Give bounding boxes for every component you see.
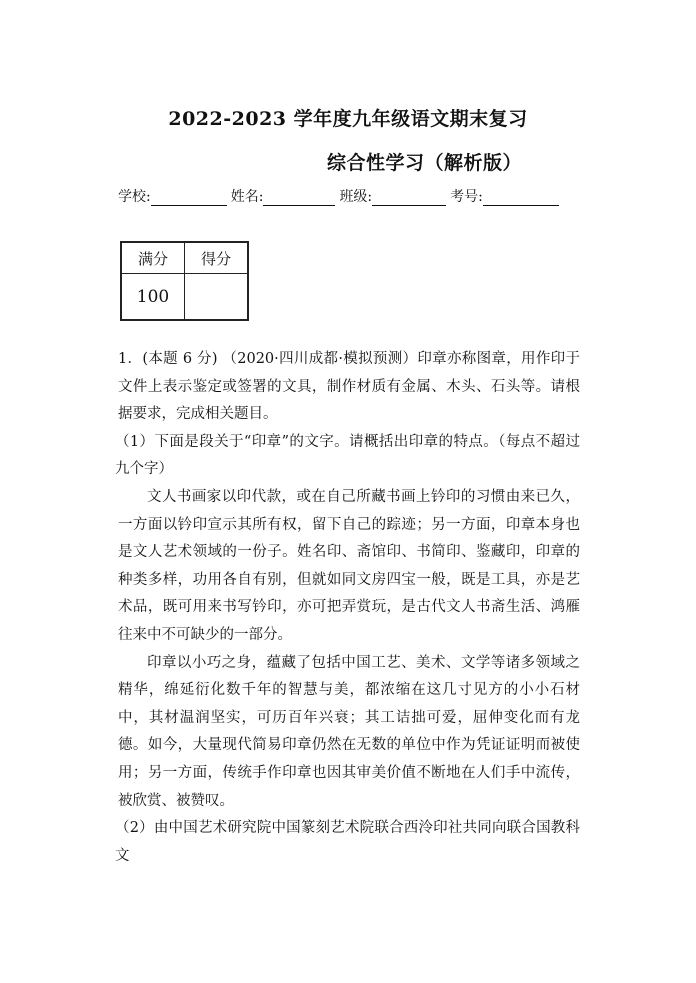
name-blank xyxy=(263,191,335,206)
class-blank xyxy=(372,191,446,206)
question-body xyxy=(115,346,580,870)
document-title: 2022-2023 学年度九年级语文期末复习 xyxy=(168,108,528,130)
full-score-value: 100 xyxy=(121,274,185,321)
exam-number-label: 考号: xyxy=(450,189,483,205)
passage-paragraph-1: 文人书画家以印代款，或在自己所藏书画上钤印的习惯由来已久，一方面以钤印宣示其所有权，留下自己的踪迹；另一方面，印章本身也是文人艺术领域的一份子。姓名印、斋馆印、书简印、鉴藏印，印章的种类多样，功用各自有别，但就如同文房四宝一般，既是工具，亦是艺术品，既可用来书写钤印，亦可把弄赏玩，是古代文人书斋生活、鸿雁往来中不可缺少的一部分。 xyxy=(118,488,580,643)
school-field xyxy=(118,186,231,206)
document-subtitle: 综合性学习（解析版） xyxy=(327,152,523,174)
score-table-value-row xyxy=(121,274,248,321)
school-blank xyxy=(151,191,227,206)
name-field xyxy=(231,186,340,206)
full-score-header: 满分 xyxy=(121,242,185,274)
class-label: 班级: xyxy=(339,189,373,205)
class-field xyxy=(339,186,450,206)
name-label: 姓名: xyxy=(230,189,264,205)
score-header: 得分 xyxy=(185,242,249,274)
exam-number-field xyxy=(450,186,559,206)
student-info-line xyxy=(118,186,578,206)
exam-number-blank xyxy=(483,191,559,206)
question-1-part-1: （1）下面是段关于“印章”的文字。请概括出印章的特点。（每点不超过九个字） xyxy=(115,433,580,478)
passage-paragraph-2: 印章以小巧之身，蕴藏了包括中国工艺、美术、文学等诸多领域之精华，绵延衍化数千年的智慧与美，都浓缩在这几寸见方的小小石材中，其材温润坚实，可历百年兴衰；其工诘拙可爱，屈伸变化而有龙德。如今，大量现代简易印章仍然在无数的单位中作为凭证证明而被使用；另一方面，传统手作印章也因其审美价值不断地在人们手中流传，被欣赏、被赞叹。 xyxy=(118,654,580,809)
question-1-part-2: （2）由中国艺术研究院中国篆刻艺术院联合西泠印社共同向联合国教科文 xyxy=(115,820,580,864)
question-1-intro: 1．(本题 6 分) （2020·四川成都·模拟预测）印章亦称图章，用作印于文件上表示鉴定或签署的文具，制作材质有金属、木头、石头等。请根据要求，完成相关题目。 xyxy=(118,351,580,423)
score-table xyxy=(120,241,249,321)
score-table-header-row xyxy=(121,242,248,274)
score-value-cell xyxy=(185,274,249,321)
school-label: 学校: xyxy=(118,189,151,205)
